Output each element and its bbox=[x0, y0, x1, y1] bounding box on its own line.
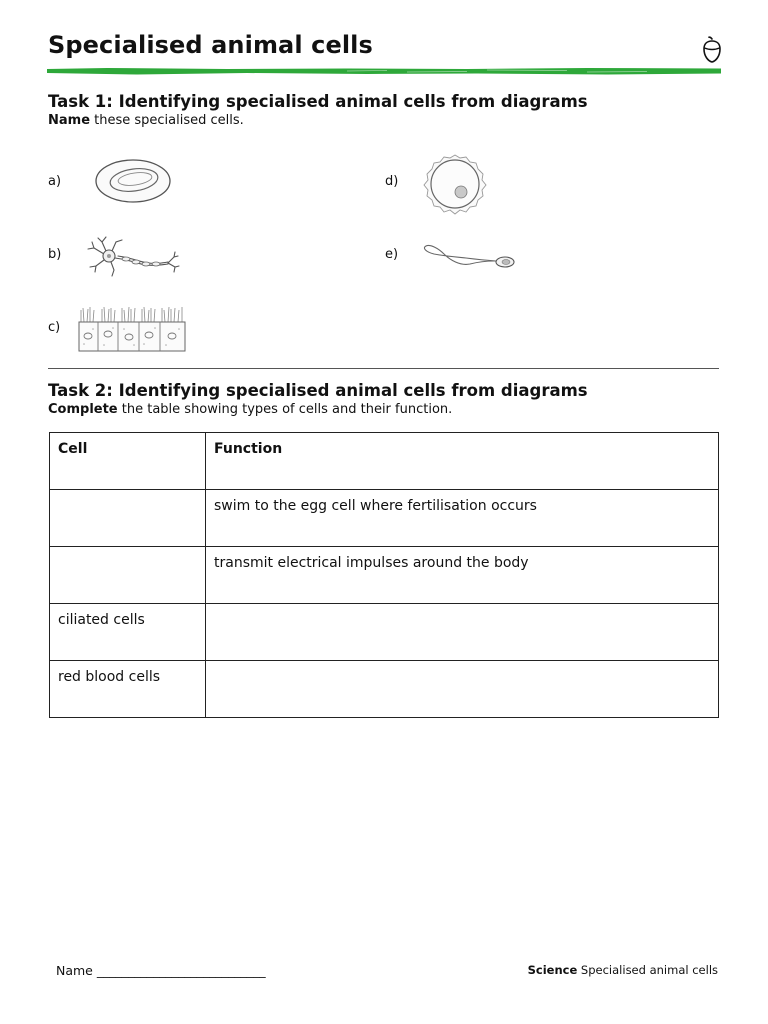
acorn-icon bbox=[700, 36, 724, 64]
footer-topic-label: Specialised animal cells bbox=[577, 963, 718, 977]
cell-name-field: red blood cells bbox=[50, 661, 206, 718]
cell-name-field: ciliated cells bbox=[50, 604, 206, 661]
header-function: Function bbox=[206, 433, 719, 490]
header-green-bar bbox=[47, 66, 721, 76]
nerve-cell-icon bbox=[86, 234, 182, 280]
ciliated-cells-icon bbox=[78, 302, 188, 354]
footer-subject-label: Science bbox=[527, 963, 578, 977]
table-row bbox=[50, 547, 719, 604]
task1-instruction bbox=[48, 113, 244, 128]
cell-function-field[interactable] bbox=[206, 604, 719, 661]
table-row bbox=[50, 490, 719, 547]
task2-instruction bbox=[48, 402, 452, 417]
task1-instruction-text: these specialised cells. bbox=[90, 113, 244, 128]
cell-name-field[interactable] bbox=[50, 547, 206, 604]
sperm-cell-icon bbox=[420, 240, 518, 272]
item-label-d: d) bbox=[385, 174, 399, 189]
cell-function-field: transmit electrical impulses around the body bbox=[206, 547, 719, 604]
task2-instruction-bold: Complete bbox=[48, 402, 118, 417]
footer-name-line[interactable]: Name ___________________________ bbox=[56, 963, 266, 978]
cell-name-field[interactable] bbox=[50, 490, 206, 547]
cell-function-table bbox=[49, 432, 719, 718]
task2-instruction-text: the table showing types of cells and their function. bbox=[117, 402, 453, 417]
item-label-e: e) bbox=[385, 247, 399, 262]
task2-heading: Task 2: Identifying specialised animal cells from diagrams bbox=[48, 381, 588, 400]
item-label-a: a) bbox=[48, 174, 62, 189]
egg-cell-icon bbox=[420, 152, 490, 216]
item-label-c: c) bbox=[48, 320, 61, 335]
header-cell: Cell bbox=[50, 433, 206, 490]
footer-subject bbox=[528, 963, 718, 977]
section-divider bbox=[48, 368, 719, 369]
table-row bbox=[50, 661, 719, 718]
red-blood-cell-icon bbox=[92, 155, 174, 207]
item-label-b: b) bbox=[48, 247, 62, 262]
task1-instruction-bold: Name bbox=[48, 113, 91, 128]
table-header-row bbox=[50, 433, 719, 490]
table-row bbox=[50, 604, 719, 661]
cell-function-field: swim to the egg cell where fertilisation occurs bbox=[206, 490, 719, 547]
task1-heading: Task 1: Identifying specialised animal cells from diagrams bbox=[48, 92, 588, 111]
cell-function-field[interactable] bbox=[206, 661, 719, 718]
page-title: Specialised animal cells bbox=[48, 31, 373, 59]
